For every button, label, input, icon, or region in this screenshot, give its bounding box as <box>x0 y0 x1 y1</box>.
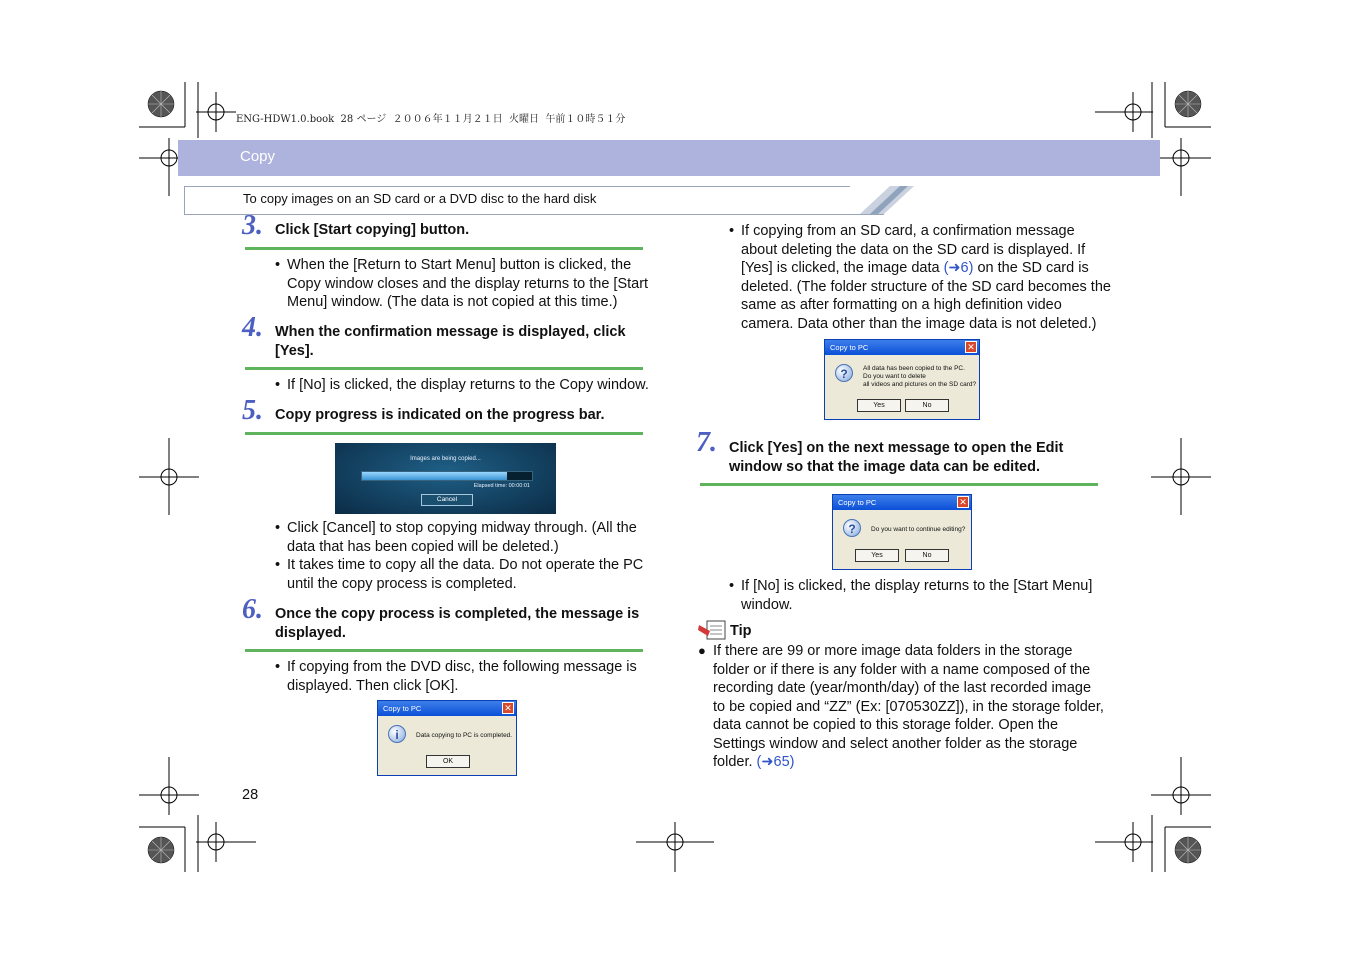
step-6-rule <box>245 649 643 652</box>
step-6-text: Once the copy process is completed, the message is displayed. <box>275 606 640 641</box>
close-icon[interactable]: ✕ <box>965 341 977 353</box>
step-3-text: Click [Start copying] button. <box>275 222 470 238</box>
tip-icon <box>698 619 728 641</box>
step-5-rule <box>245 432 643 435</box>
step-3-bullet-text: When the [Return to Start Menu] button is clicked, the Copy window closes and the display returns to the [Start Menu] window. (The data is not copied at this time.) <box>287 257 649 310</box>
close-icon[interactable]: ✕ <box>957 496 969 508</box>
question-icon: ? <box>843 519 861 537</box>
yes-button[interactable]: Yes <box>857 399 901 412</box>
step-4-text: When the confirmation message is displayed, click [Yes]. <box>275 324 626 359</box>
step-7-bullet-text: If [No] is clicked, the display returns to the [Start Menu] window. <box>741 578 1093 613</box>
step-6-number: 6. <box>242 594 263 625</box>
step-5-bullet-1-text: Click [Cancel] to stop copying midway through. (All the data that has been copied will be deleted.) <box>287 520 637 555</box>
yes-button[interactable]: Yes <box>855 549 899 562</box>
dialog-message <box>863 365 976 389</box>
dialog-titlebar <box>378 701 516 716</box>
tip-text: If there are 99 or more image data folders in the storage folder or if there is any folder with a name composed of the recording date (year/month/day) of the last recorded image to be copied and “ZZ” (Ex: [070530ZZ]), in the storage folder, data cannot be copied to this storage folder. Open the Settings window and select another folder as the storage folder. <box>713 643 1104 770</box>
no-button[interactable]: No <box>905 399 949 412</box>
page-number: 28 <box>242 787 259 803</box>
step-7-text: Click [Yes] on the next message to open the Edit window so that the image data can be edited. <box>729 440 1064 475</box>
dialog-line-2: Do you want to delete <box>863 373 926 380</box>
tip-label: Tip <box>730 623 752 639</box>
question-icon: ? <box>835 364 853 382</box>
step-5-number: 5. <box>242 395 263 426</box>
dialog-title: Copy to PC <box>383 704 422 713</box>
elapsed-time: Elapsed time: 00:00:01 <box>473 483 530 489</box>
step-5-text: Copy progress is indicated on the progress bar. <box>275 407 605 423</box>
step-4-number: 4. <box>242 312 263 343</box>
progress-fill <box>362 472 507 480</box>
cancel-button[interactable]: Cancel <box>421 494 473 506</box>
dialog-continue-edit <box>832 494 972 570</box>
dialog-titlebar <box>825 340 979 355</box>
subtitle-bar <box>184 186 850 215</box>
progress-track <box>361 471 533 481</box>
sd-card-bullet-text-b: on the SD card is deleted. (The folder structure of the SD card becomes the same as after formatting on a high definition video camera. Data other than the image data is not deleted.) <box>741 260 1111 332</box>
step-7-rule <box>700 483 1098 486</box>
progress-screenshot <box>335 443 556 514</box>
section-header-band <box>178 140 1160 176</box>
ok-button[interactable]: OK <box>426 755 470 768</box>
page-6-link[interactable]: (➜6) <box>943 260 974 276</box>
page-65-link[interactable]: (➜65) <box>756 754 795 770</box>
step-3-number: 3. <box>242 210 263 241</box>
step-4-rule <box>245 367 643 370</box>
progress-label: Images are being copied... <box>410 456 481 462</box>
dialog-title: Copy to PC <box>838 498 877 507</box>
dialog-copy-complete <box>377 700 517 776</box>
step-6-bullet-text: If copying from the DVD disc, the following message is displayed. Then click [OK]. <box>287 659 637 694</box>
dialog-title: Copy to PC <box>830 343 869 352</box>
section-title: Copy <box>240 148 276 165</box>
dialog-message: Do you want to continue editing? <box>871 526 966 533</box>
close-icon[interactable]: ✕ <box>502 702 514 714</box>
dialog-line-3: all videos and pictures on the SD card? <box>863 381 977 388</box>
step-4-bullet-text: If [No] is clicked, the display returns to the Copy window. <box>287 377 649 393</box>
dialog-delete-sd <box>824 339 980 420</box>
dialog-titlebar <box>833 495 971 510</box>
dialog-line-1: All data has been copied to the PC. <box>863 365 965 372</box>
dialog-message: Data copying to PC is completed. <box>416 732 513 739</box>
step-3-rule <box>245 247 643 250</box>
print-header: ENG-HDW1.0.book 28 ページ ２００６年１１月２１日 火曜日 午前１０時５１分 <box>236 114 626 125</box>
subtitle-bar-stripes <box>830 185 920 215</box>
step-7-number: 7. <box>696 427 717 458</box>
subtitle: To copy images on an SD card or a DVD disc to the hard disk <box>243 191 597 206</box>
info-icon: i <box>388 725 406 743</box>
no-button[interactable]: No <box>905 549 949 562</box>
sd-card-bullet-text-a: If copying from an SD card, a confirmation message about deleting the data on the SD card is displayed. If [Yes] is clicked, the image data <box>741 223 1086 276</box>
step-5-bullet-2-text: It takes time to copy all the data. Do not operate the PC until the copy process is completed. <box>287 557 644 592</box>
